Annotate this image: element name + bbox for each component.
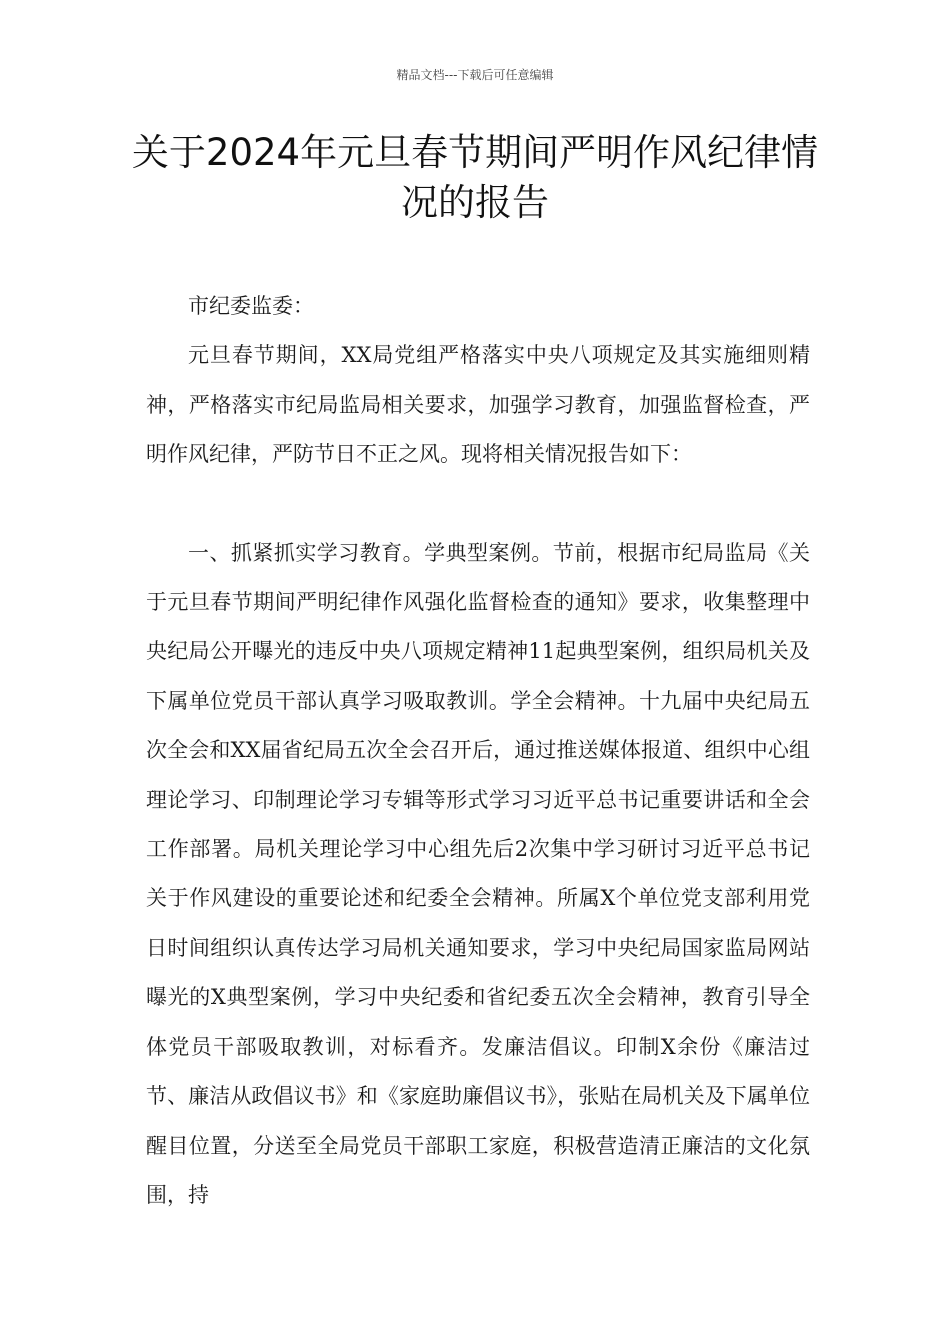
document-title: 关于2024年元旦春节期间严明作风纪律情况的报告 — [131, 131, 819, 224]
salutation: 市纪委监委： — [188, 294, 314, 318]
page-header-note: 精品文档---下载后可任意编辑 — [396, 68, 554, 82]
document-body — [146, 282, 810, 1220]
paragraph-section-1: 一、抓紧抓实学习教育。学典型案例。节前，根据市纪局监局《关于元旦春节期间严明纪律作风强化监督检查的通知》要求，收集整理中央纪局公开曝光的违反中央八项规定精神11起典型案例，组织局机关及下属单位党员干部认真学习吸取教训。学全会精神。十九届中央纪局五次全会和XX届省纪局五次全会召开后，通过推送媒体报道、组织中心组理论学习、印制理论学习专辑等形式学习习近平总书记重要讲话和全会工作部署。局机关理论学习中心组先后2次集中学习研讨习近平总书记关于作风建设的重要论述和纪委全会精神。所属X个单位党支部利用党日时间组织认真传达学习局机关通知要求，学习中央纪局国家监局网站曝光的X典型案例，学习中央纪委和省纪委五次全会精神，教育引导全体党员干部吸取教训，对标看齐。发廉洁倡议。印制X余份《廉洁过节、廉洁从政倡议书》和《家庭助廉倡议书》，张贴在局机关及下属单位醒目位置，分送至全局党员干部职工家庭，积极营造清正廉洁的文化氛围，持 — [146, 540, 810, 1207]
paragraph-intro: 元旦春节期间，XX局党组严格落实中央八项规定及其实施细则精神，严格落实市纪局监局相关要求，加强学习教育，加强监督检查，严明作风纪律，严防节日不正之风。现将相关情况报告如下： — [146, 343, 810, 467]
